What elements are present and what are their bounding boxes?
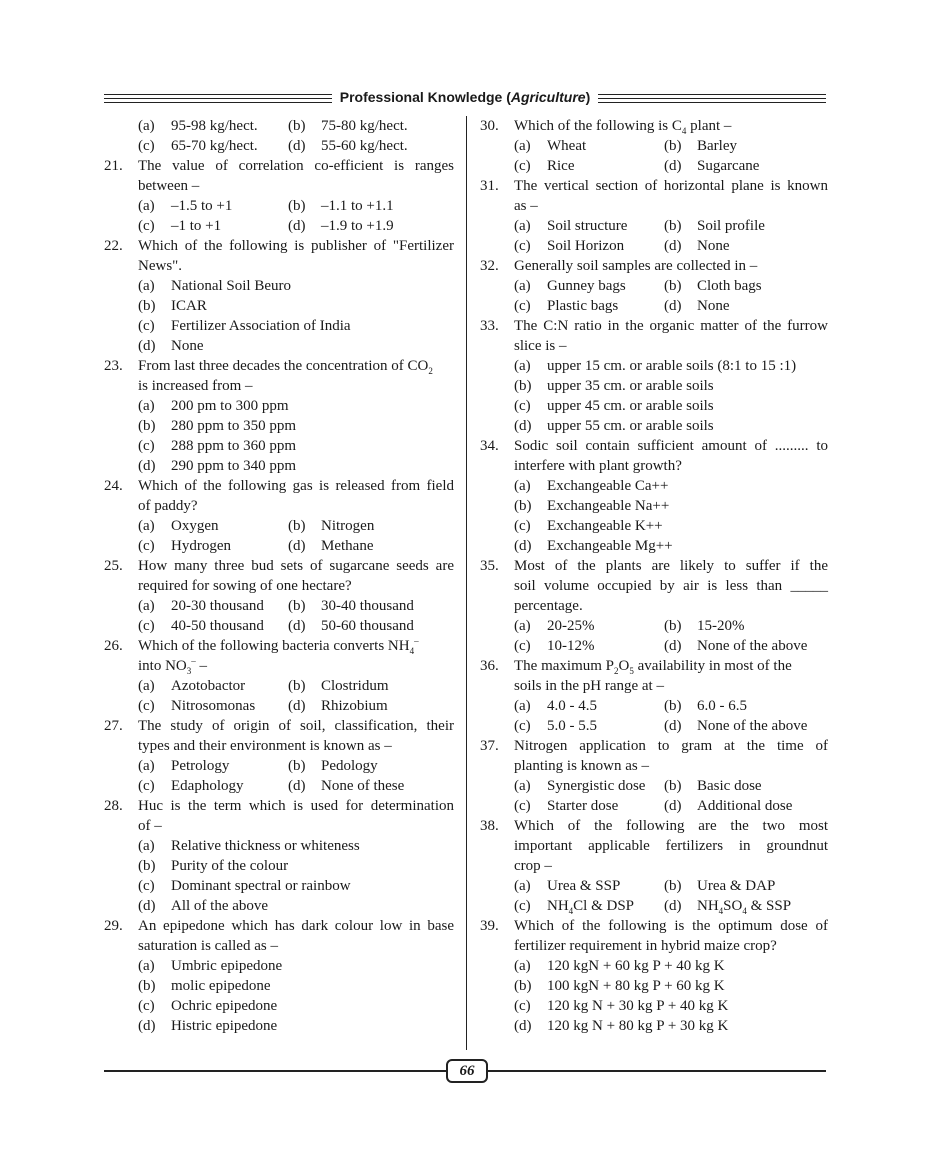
right-column: 30. Which of the following is $C_4$ plant – (a) Wheat (b) Barley (c) Rice (d) Sugarcane 31. The vertical section of horizontal plane is known as – (a) Soil structure (b) Soil profile (c) Soil Horizon (d) None 32. Generally soil samples are collected in – (a) Gunney bags (b) Cloth bags (c) Plastic bags (d) None 33. The C:N ratio in the organic matter of the furrow slice is – (a) upper 15 cm. or arable soils (8:1 to 15 :1) (b) upper 35 cm. or arable soils (c) upper 45 cm. or arable soils (d) upper 55 cm. or arable soils 34. Sodic soil contain sufficient amount of ......... to interfere with plant growth? (a) Exchangeable Ca++ (b) Exchangeable Na++ (c) Exchangeable K++ (d) Exchangeable Mg++ 35. Most of the plants are likely to suffer if the soil volume occupied by air is less than _____ percentage. (a) 20-25% (b) 15-20% (c) 10-12% (d) None of the above 36. The maximum $P_2O_5$ availability in most of the soils in the pH range at – (a) 4.0 - 4.5 (b) 6.0 - 6.5 (c) 5.0 - 5.5 (d) None of the above 37. Nitrogen application to gram at the time of planting is known as – (a) Synergistic dose (b) Basic dose (c) Starter dose (d) Additional dose 38. Which of the following are the two most important applicable fertilizers in groundnut crop – (a) Urea & SSP (b) Urea & DAP (c) $NH_4Cl$ & DSP (d) $NH_4SO_4$ & SSP 39. Which of the following is the optimum dose of fertilizer requirement in hybrid maize crop? (a) 120 kgN + 60 kg P + 40 kg K (b) 100 kgN + 80 kg P + 60 kg K (c) 120 kg N + 30 kg P + 40 kg K (d) 120 kg N + 80 kg P + 30 kg K bbox=[480, 118, 828, 1034]
header-rule-left bbox=[104, 94, 332, 104]
question-38: 38. Which of the following are the two most bbox=[480, 818, 828, 834]
question-31: 31. The vertical section of horizontal plane is known bbox=[480, 178, 828, 194]
question-28: 28. Huc is the term which is used for determination bbox=[104, 798, 454, 814]
question-36: 36. The maximum $P_2O_5$ availability in most of the bbox=[480, 658, 792, 676]
question-24: 24. Which of the following gas is released from field bbox=[104, 478, 454, 494]
question-20-options-cd: (c) 65-70 kg/hect. (d) 55-60 kg/hect. bbox=[138, 138, 408, 154]
page-header-title: Professional Knowledge (Agriculture) bbox=[339, 89, 591, 105]
question-26: 26. Which of the following bacteria converts $NH_4^-$ bbox=[104, 636, 419, 656]
question-34: 34. Sodic soil contain sufficient amount of ......... to bbox=[480, 438, 828, 454]
column-divider bbox=[466, 116, 467, 1050]
question-23: 23. From last three decades the concentration of $CO_2$ bbox=[104, 358, 433, 376]
header-rule-right bbox=[598, 94, 826, 104]
footer-rule-right bbox=[486, 1070, 826, 1072]
page-number: 66 bbox=[446, 1059, 488, 1083]
question-22: 22. Which of the following is publisher of "Fertilizer bbox=[104, 238, 454, 254]
question-35: 35. Most of the plants are likely to suffer if the bbox=[480, 558, 828, 574]
question-32: 32. Generally soil samples are collected in – bbox=[480, 258, 758, 274]
question-21: 21. The value of correlation co-efficient is ranges bbox=[104, 158, 454, 174]
left-column: (a) 95-98 kg/hect. (b) 75-80 kg/hect. (c) 65-70 kg/hect. (d) 55-60 kg/hect. 21. The value of correlation co-efficient is ranges between – (a) –1.5 to +1 (b) –1.1 to +1.1 (c) –1 to +1 (d) –1.9 to +1.9 22. Which of the following is publisher of "Fertilizer News". (a) National Soil Beuro (b) ICAR (c) Fertilizer Association of India (d) None 23. From last three decades the concentration of $CO_2$ is increased from – (a) 200 pm to 300 ppm (b) 280 ppm to 350 ppm (c) 288 ppm to 360 ppm (d) 290 ppm to 340 ppm 24. Which of the following gas is released from field of paddy? (a) Oxygen (b) Nitrogen (c) Hydrogen (d) Methane 25. How many three bud sets of sugarcane seeds are required for sowing of one hectare? (a) 20-30 thousand (b) 30-40 thousand (c) 40-50 thousand (d) 50-60 thousand 26. Which of the following bacteria converts $NH_4^-$ into $NO_3^-$ – (a) Azotobactor (b) Clostridum (c) Nitrosomonas (d) Rhizobium 27. The study of origin of soil, classification, their types and their environment is known as – (a) Petrology (b) Pedology (c) Edaphology (d) None of these 28. Huc is the term which is used for determination of – (a) Relative thickness or whiteness (b) Purity of the colour (c) Dominant spectral or rainbow (d) All of the above 29. An epipedone which has dark colour low in base saturation is called as – (a) Umbric epipedone (b) molic epipedone (c) Ochric epipedone (d) Histric epipedone bbox=[104, 118, 454, 1034]
question-39: 39. Which of the following is the optimum dose of bbox=[480, 918, 828, 934]
question-25: 25. How many three bud sets of sugarcane seeds are bbox=[104, 558, 454, 574]
question-30: 30. Which of the following is $C_4$ plant – bbox=[480, 118, 732, 136]
question-37: 37. Nitrogen application to gram at the time of bbox=[480, 738, 828, 754]
question-33: 33. The C:N ratio in the organic matter of the furrow bbox=[480, 318, 828, 334]
question-29: 29. An epipedone which has dark colour low in base bbox=[104, 918, 454, 934]
question-27: 27. The study of origin of soil, classification, their bbox=[104, 718, 454, 734]
footer-rule-left bbox=[104, 1070, 446, 1072]
question-20-options-ab: (a) 95-98 kg/hect. (b) 75-80 kg/hect. bbox=[138, 118, 408, 134]
